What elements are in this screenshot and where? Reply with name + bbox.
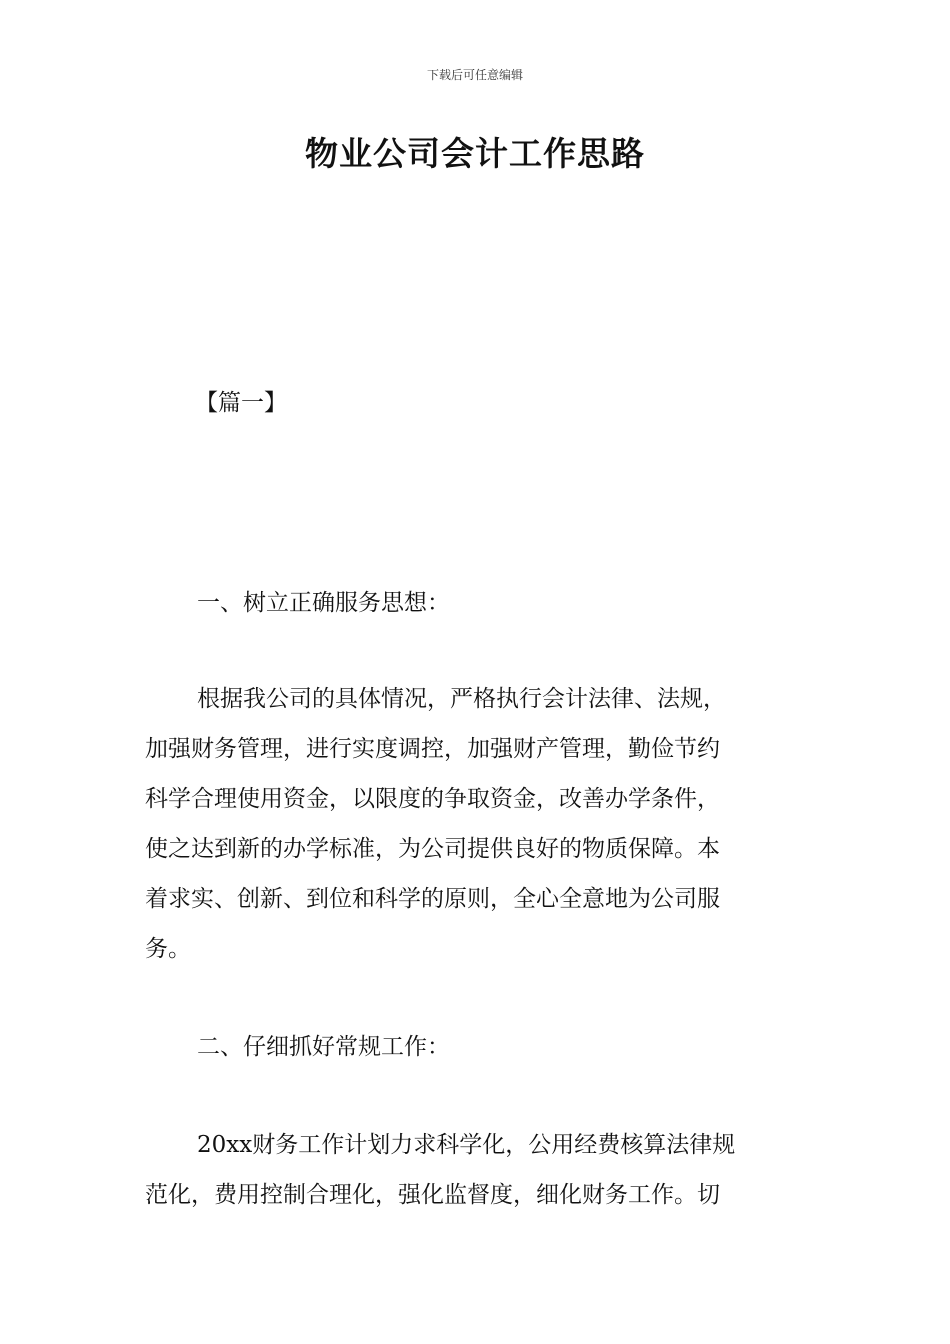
section-heading-1: 一、树立正确服务思想： — [197, 590, 450, 616]
paragraph-line: 着求实、创新、到位和科学的原则，全心全意地为公司服 — [145, 886, 720, 912]
section-heading-2: 二、仔细抓好常规工作： — [197, 1034, 450, 1060]
section-label: 【篇一】 — [195, 390, 287, 416]
header-note: 下载后可任意编辑 — [426, 68, 523, 82]
paragraph-2 — [145, 1120, 810, 1220]
paragraph-line: 科学合理使用资金，以限度的争取资金，改善办学条件， — [145, 786, 720, 812]
paragraph-1 — [145, 674, 810, 974]
paragraph-line: 使之达到新的办学标准，为公司提供良好的物质保障。本 — [145, 836, 720, 862]
paragraph-line: 加强财务管理，进行实度调控，加强财产管理，勤俭节约 — [145, 736, 720, 762]
paragraph-line: 范化，费用控制合理化，强化监督度，细化财务工作。切 — [145, 1182, 720, 1208]
paragraph-line: 务。 — [145, 936, 191, 962]
document-title: 物业公司会计工作思路 — [305, 134, 645, 173]
paragraph-line: 根据我公司的具体情况，严格执行会计法律、法规， — [197, 686, 726, 712]
paragraph-line: 20xx财务工作计划力求科学化，公用经费核算法律规 — [197, 1132, 736, 1158]
